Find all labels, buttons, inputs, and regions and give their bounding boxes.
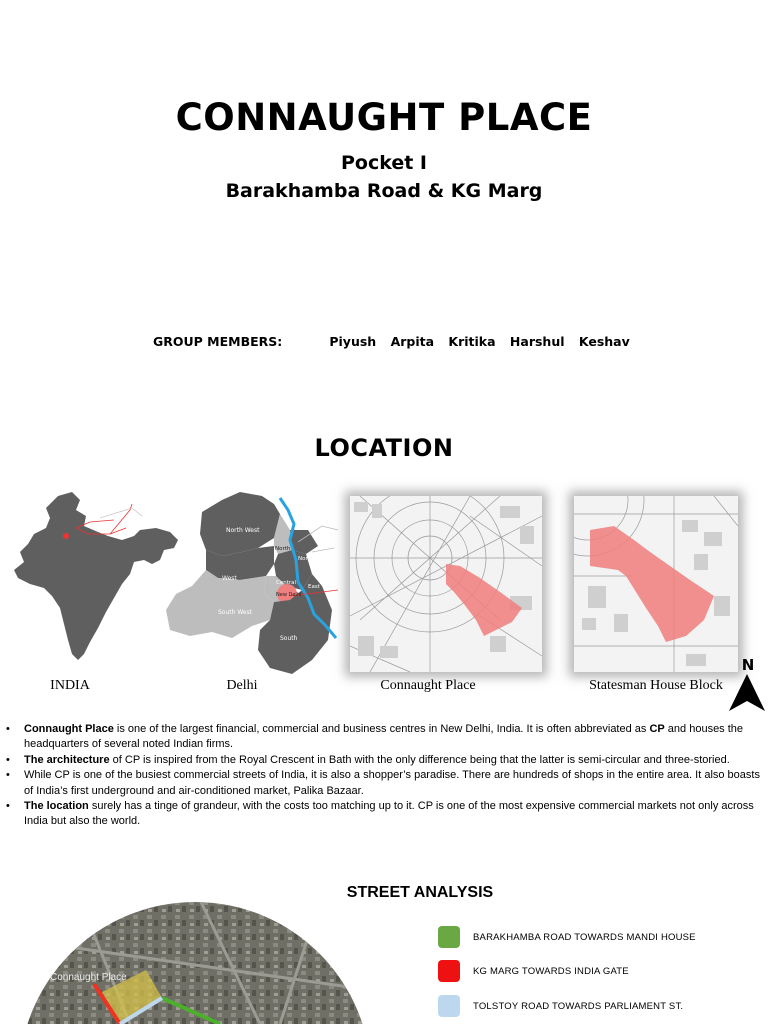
legend-item-tolstoy bbox=[438, 993, 683, 1019]
member-name: Keshav bbox=[578, 334, 630, 349]
legend-swatch-green bbox=[438, 926, 460, 948]
region-label-east: East bbox=[308, 584, 320, 590]
legend-label: KG MARG TOWARDS INDIA GATE bbox=[473, 965, 629, 977]
statesman-house-map bbox=[574, 496, 738, 672]
region-label-west: West bbox=[222, 575, 237, 582]
description-bullets bbox=[6, 722, 761, 830]
member-name: Harshul bbox=[509, 334, 565, 349]
legend-label: BARAKHAMBA ROAD TOWARDS MANDI HOUSE bbox=[473, 931, 696, 943]
region-label-north: North bbox=[275, 546, 291, 552]
delhi-map bbox=[162, 490, 342, 680]
caption-statesman-house: Statesman House Block bbox=[589, 678, 723, 693]
india-map bbox=[10, 490, 182, 666]
member-name: Piyush bbox=[329, 334, 377, 349]
legend-swatch-blue bbox=[438, 995, 460, 1017]
north-label: N bbox=[741, 656, 755, 674]
caption-connaught-place: Connaught Place bbox=[380, 678, 476, 693]
group-members-label: GROUP MEMBERS: bbox=[153, 334, 283, 349]
legend-item-barakhamba bbox=[438, 924, 696, 950]
connaught-place-map bbox=[350, 496, 542, 672]
aerial-photo bbox=[20, 900, 370, 1024]
region-label-north-west: North West bbox=[226, 527, 260, 534]
bullet-item: • While CP is one of the busiest commercial streets of India, it is also a shopper’s paradise. There are hundreds of shops in the entire area. It also boasts of India’s first underground and air-conditioned market, Palika Bazaar. bbox=[6, 769, 760, 797]
street-analysis-heading: STREET ANALYSIS bbox=[346, 884, 494, 901]
region-label-south: South bbox=[280, 635, 298, 642]
region-label-north-east: North East bbox=[298, 556, 327, 562]
group-members bbox=[153, 334, 640, 349]
region-label-central: Central bbox=[276, 580, 297, 586]
north-arrow-icon bbox=[728, 674, 766, 712]
aerial-photo-label: Connaught Place bbox=[50, 972, 127, 983]
caption-delhi: Delhi bbox=[226, 678, 258, 693]
legend-item-kg-marg bbox=[438, 958, 629, 984]
bullet-item: • The architecture of CP is inspired from the Royal Crescent in Bath with the only difference being that the latter is semi-circular and three-storied. bbox=[6, 753, 730, 766]
member-name: Arpita bbox=[390, 334, 435, 349]
legend-swatch-red bbox=[438, 960, 460, 982]
subtitle-pocket: Pocket I bbox=[340, 152, 428, 174]
bullet-item: • Connaught Place is one of the largest financial, commercial and business centres in New Delhi, India. It is often abbreviated as CP and houses the headquarters of several noted Indian firms. bbox=[6, 723, 744, 751]
member-name: Kritika bbox=[448, 334, 496, 349]
page-title: CONNAUGHT PLACE bbox=[175, 96, 593, 139]
location-heading: LOCATION bbox=[314, 434, 454, 462]
bullet-item: • The location surely has a tinge of grandeur, with the costs too matching up to it. CP is one of the most expensive commercial markets not only across India but also the world. bbox=[6, 800, 754, 828]
legend-label: TOLSTOY ROAD TOWARDS PARLIAMENT ST. bbox=[473, 1000, 684, 1012]
caption-india: INDIA bbox=[50, 678, 90, 693]
region-label-south-west: South West bbox=[218, 609, 253, 616]
region-label-new-delhi: New Delhi bbox=[276, 592, 302, 598]
subtitle-roads: Barakhamba Road & KG Marg bbox=[225, 180, 543, 202]
